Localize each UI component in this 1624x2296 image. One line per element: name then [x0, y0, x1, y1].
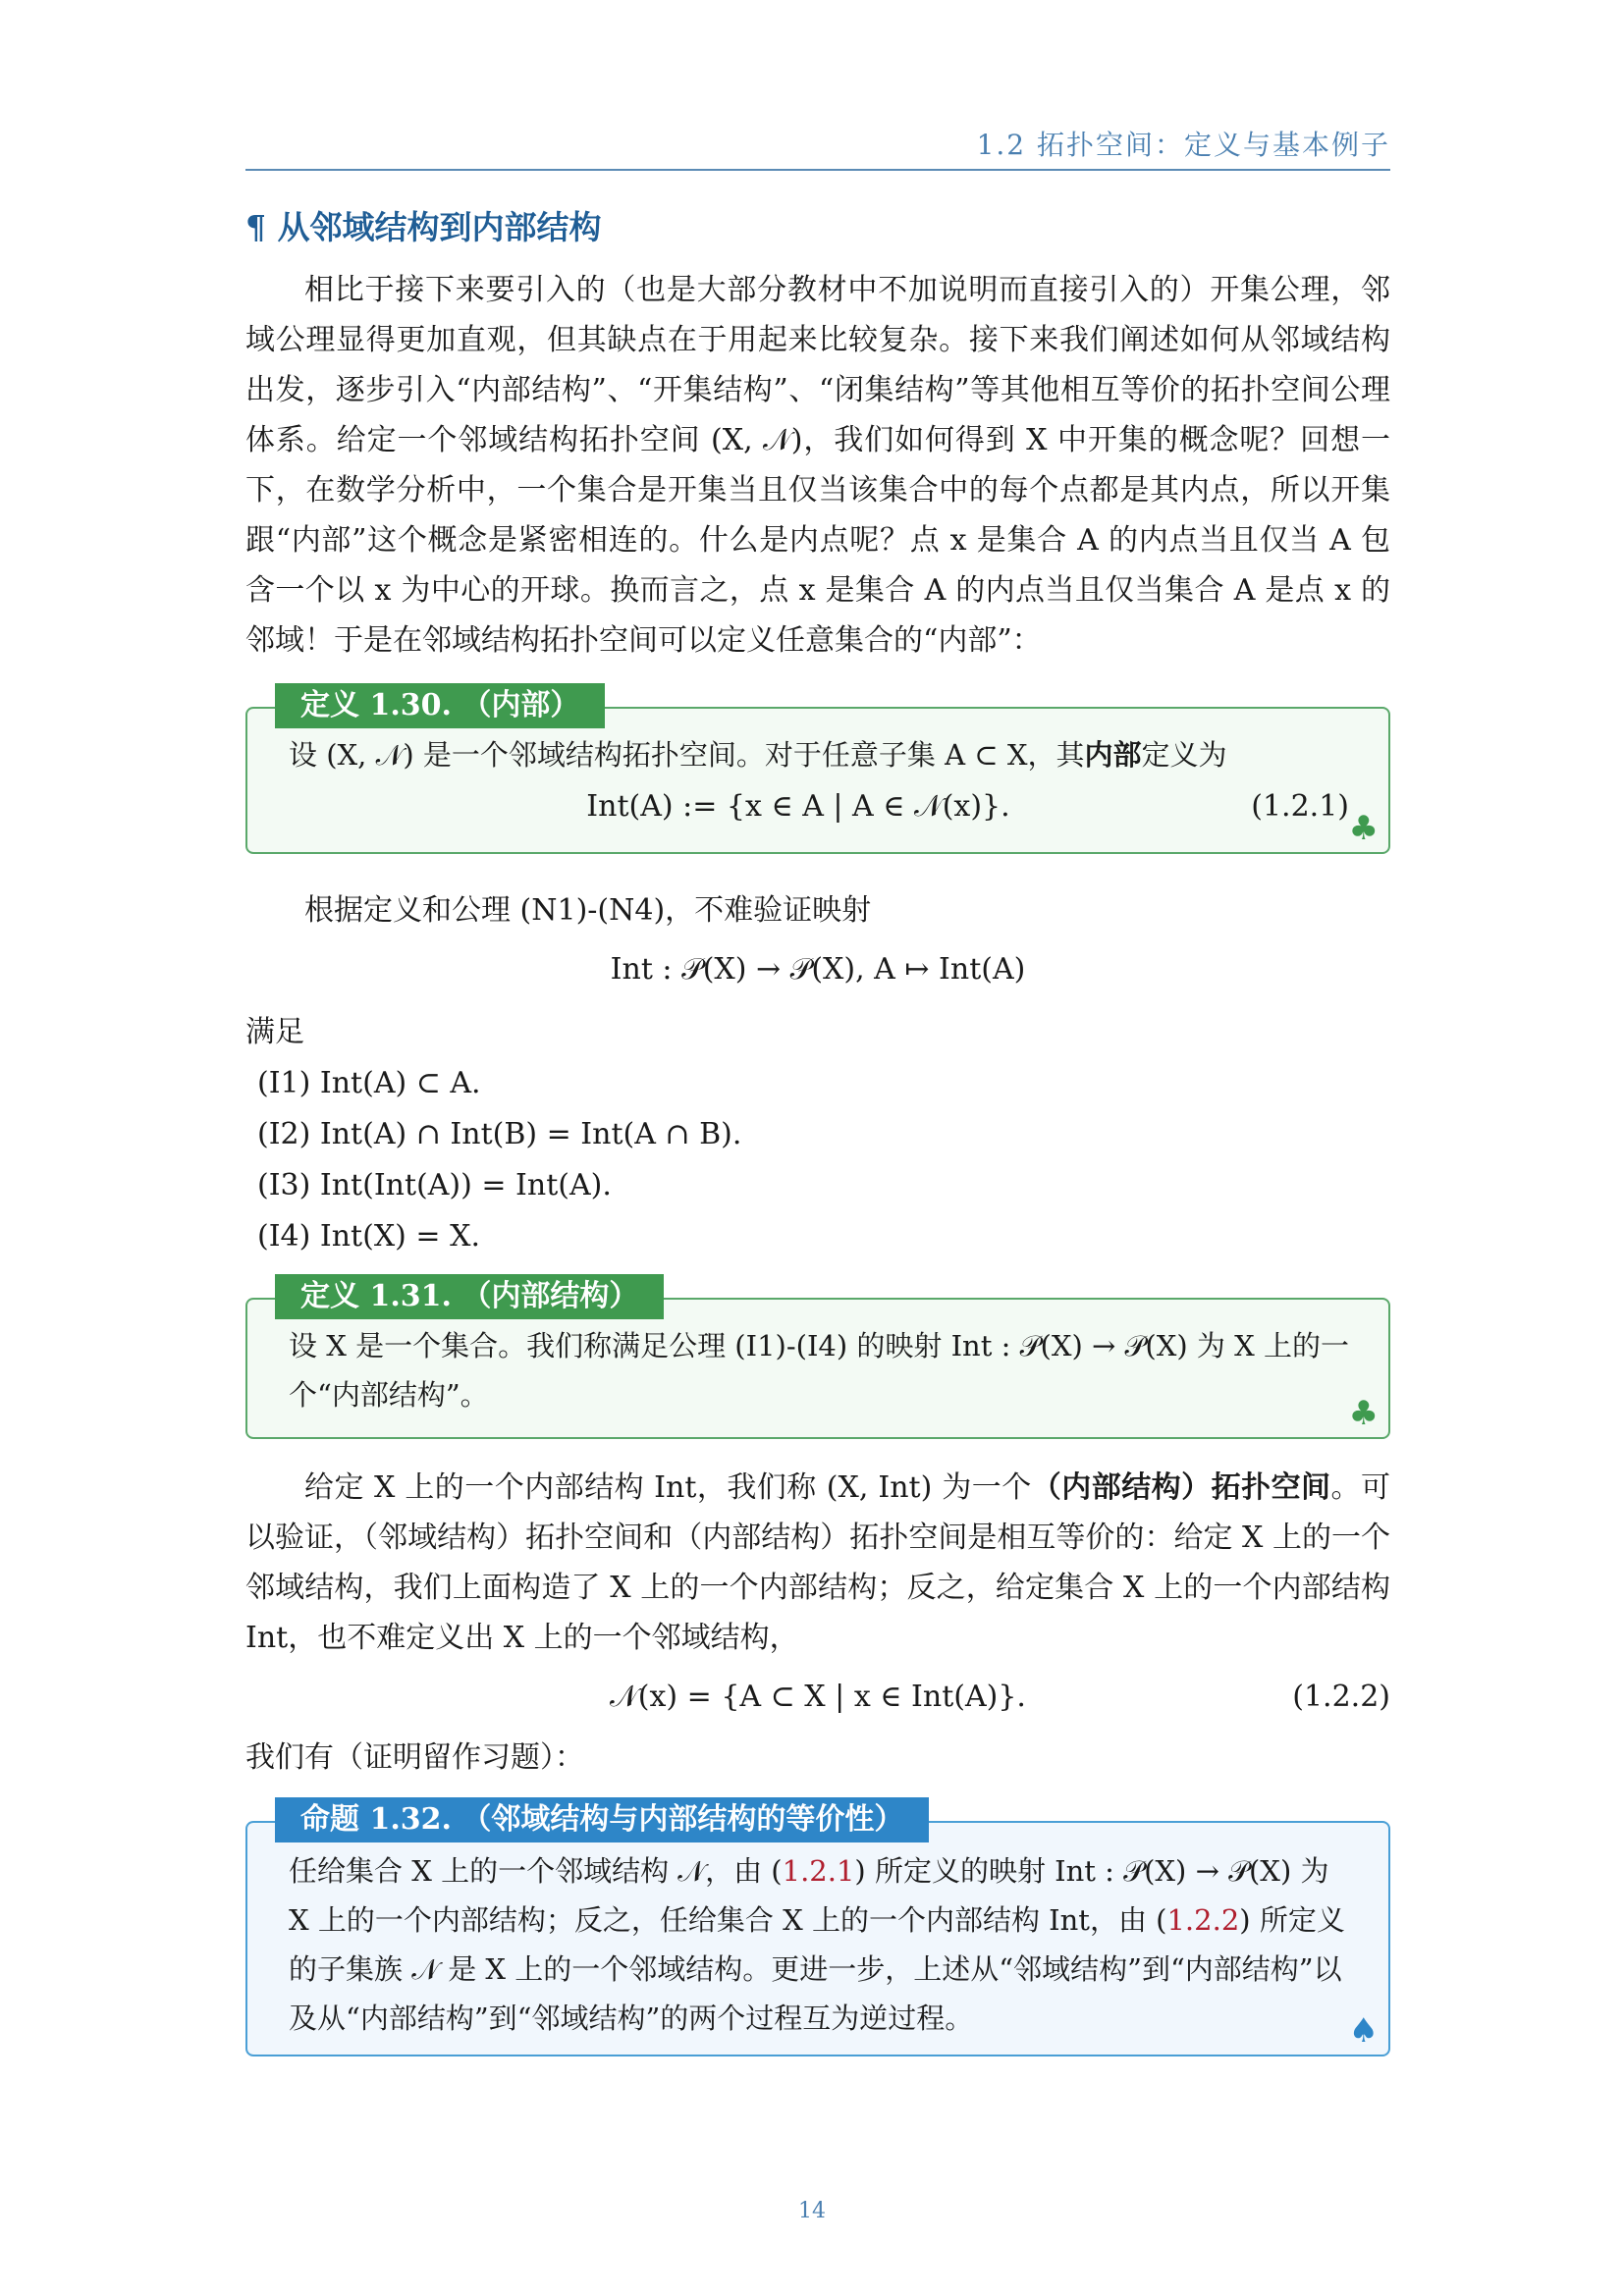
paragraph-2-term: （内部结构）拓扑空间	[1031, 1470, 1331, 1505]
running-title: 1.2 拓扑空间：定义与基本例子	[976, 129, 1390, 161]
running-header	[245, 126, 1390, 171]
reference-1-2-2-link[interactable]: 1.2.2	[1166, 1903, 1240, 1937]
we-have-text: 我们有（证明留作习题）：	[245, 1740, 584, 1775]
club-icon: ♣	[1348, 1394, 1379, 1433]
page-number: 14	[798, 2199, 826, 2223]
satisfies-text: 满足	[245, 1015, 304, 1049]
axiom-i1: (I1) Int(A) ⊂ A.	[257, 1066, 481, 1100]
equation-1-2-2: 𝒩(x) = {A ⊂ X | x ∈ Int(A)}.	[610, 1680, 1026, 1714]
map-formula: Int : 𝒫(X) → 𝒫(X), A ↦ Int(A)	[610, 952, 1026, 987]
definition-1-30-tag: 定义 1.30. （内部）	[275, 683, 605, 728]
proposition-1-32-body	[289, 1846, 1349, 2043]
paragraph-2-end: 。可以验证，（邻域结构）拓扑空间和（内部结构）拓扑空间是相互等价的：给定 X 上的一个邻域结构，我们上面构造了 X 上的一个内部结构；反之，给定集合 X 上的一个内部结构 Int，也不难定义出 X 上的一个邻域结构，	[245, 1470, 1391, 1655]
paragraph-2-start: 给定 X 上的一个内部结构 Int，我们称 (X, Int) 为一个	[304, 1470, 1032, 1505]
spade-icon: ♠	[1348, 2011, 1379, 2051]
proposition-1-32-text-b: ) 所定义的映射 Int : 𝒫(X) → 𝒫(X) 为 X 上的一个内部结构；反之，任给集合 X 上的一个内部结构 Int，由 (	[289, 1854, 1329, 1937]
intro-paragraph: 相比于接下来要引入的（也是大部分教材中不加说明而直接引入的）开集公理，邻域公理显得更加直观，但其缺点在于用起来比较复杂。接下来我们阐述如何从邻域结构出发，逐步引入“内部结构”、“开集结构”、“闭集结构”等其他相互等价的拓扑空间公理体系。给定一个邻域结构拓扑空间 (X, 𝒩)，我们如何得到 X 中开集的概念呢？回想一下，在数学分析中，一个集合是开集当且仅当该集合中的每个点都是其内点，所以开集跟“内部”这个概念是紧密相连的。什么是内点呢？点 x 是集合 A 的内点当且仅当 A 包含一个以 x 为中心的开球。换而言之，点 x 是集合 A 的内点当且仅当集合 A 是点 x 的邻域！于是在邻域结构拓扑空间可以定义任意集合的“内部”：	[245, 273, 1390, 658]
axiom-i2: (I2) Int(A) ∩ Int(B) = Int(A ∩ B).	[257, 1117, 742, 1151]
equation-1-2-2-line	[245, 1676, 1390, 1719]
proposition-1-32-tag: 命题 1.32. （邻域结构与内部结构的等价性）	[275, 1797, 929, 1842]
equation-number-1-2-2: (1.2.2)	[1292, 1680, 1390, 1714]
proposition-1-32-text-c: ) 所定义的子集族 𝒩 是 X 上的一个邻域结构。更进一步，上述从“邻域结构”到“内部结构”以及从“内部结构”到“邻域结构”的两个过程互为逆过程。	[289, 1903, 1345, 2035]
definition-1-30-box	[245, 688, 1390, 854]
reference-1-2-1-link[interactable]: 1.2.1	[782, 1854, 855, 1888]
equation-number-1-2-1: (1.2.1)	[1251, 789, 1349, 824]
axiom-i3: (I3) Int(Int(A)) = Int(A).	[257, 1168, 612, 1202]
proposition-1-32-box	[245, 1802, 1390, 2056]
definition-1-30-formula: Int(A) := {x ∈ A | A ∈ 𝒩(x)}.	[586, 789, 1010, 824]
definition-1-30-text: 设 (X, 𝒩) 是一个邻域结构拓扑空间。对于任意子集 A ⊂ X，其	[289, 738, 1085, 772]
club-icon: ♣	[1348, 809, 1379, 848]
definition-1-31-box	[245, 1279, 1390, 1439]
definition-1-30-text-end: 定义为	[1141, 738, 1227, 772]
definition-1-30-body	[289, 730, 1349, 779]
after-definition-text: 根据定义和公理 (N1)-(N4)，不难验证映射	[304, 893, 872, 928]
definition-1-30-term: 内部	[1084, 738, 1142, 772]
section-title: ¶ 从邻域结构到内部结构	[245, 208, 602, 246]
proposition-1-32-text-a: 任给集合 X 上的一个邻域结构 𝒩，由 (	[289, 1854, 783, 1888]
definition-1-31-text: 设 X 是一个集合。我们称满足公理 (I1)-(I4) 的映射 Int : 𝒫(X) → 𝒫(X) 为 X 上的一个“内部结构”。	[289, 1329, 1349, 1412]
definition-1-31-tag: 定义 1.31. （内部结构）	[275, 1274, 664, 1319]
definition-1-30-formula-line	[247, 785, 1349, 828]
paragraph-2	[245, 1463, 1390, 1663]
axiom-i4: (I4) Int(X) = X.	[257, 1219, 480, 1254]
